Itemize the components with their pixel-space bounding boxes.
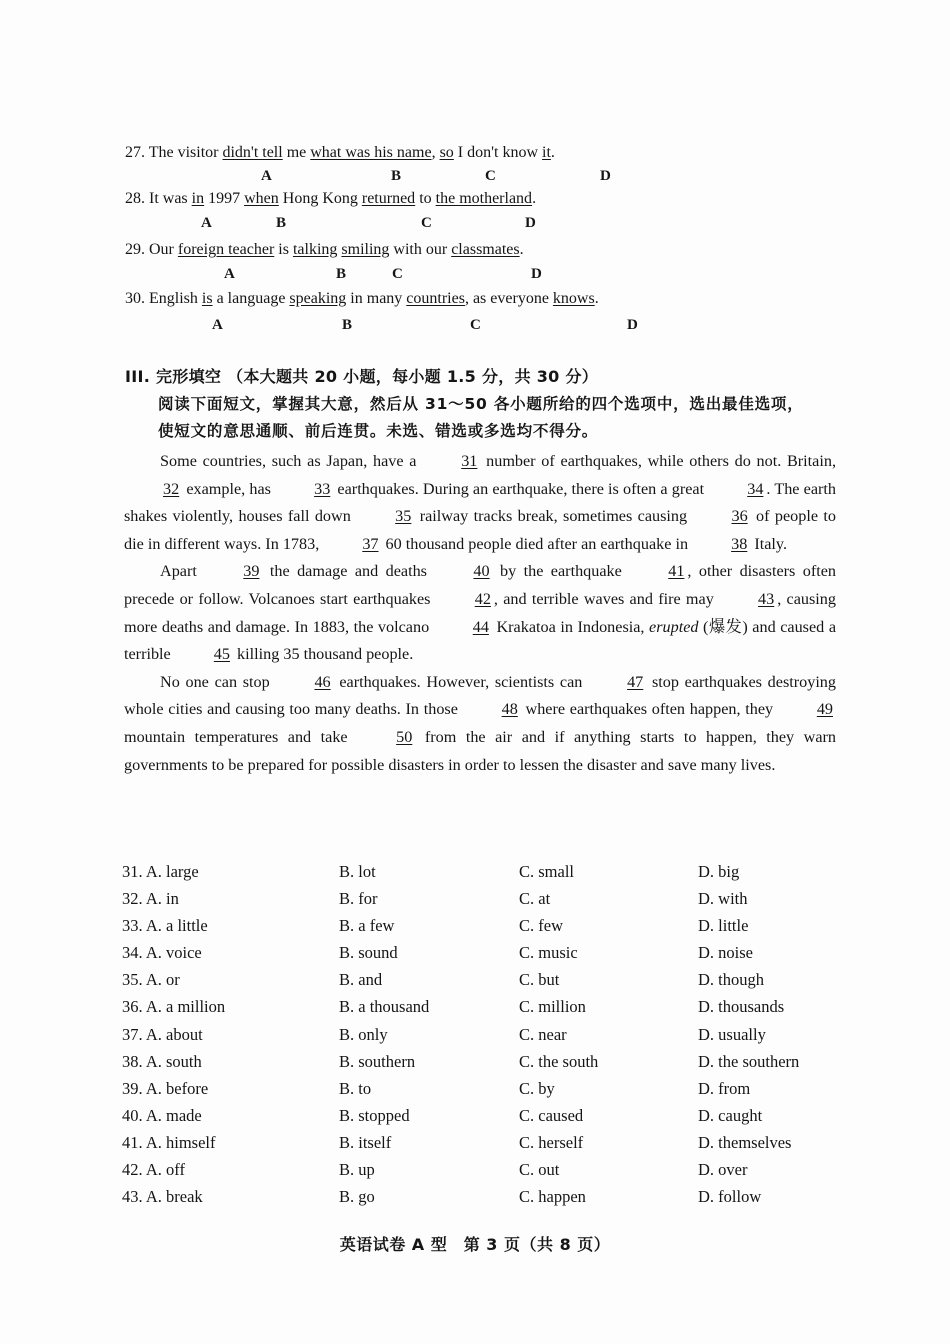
option-33-c[interactable]: C. few <box>519 916 563 936</box>
underlined-segment: foreign teacher <box>177 241 275 258</box>
text-segment: me <box>282 144 311 161</box>
option-43-d[interactable]: D. follow <box>698 1187 762 1207</box>
question-27 <box>125 143 555 163</box>
passage-text: , and terrible waves and fire may <box>493 589 720 608</box>
option-38-b[interactable]: B. southern <box>339 1051 416 1071</box>
option-38-d[interactable]: D. the southern <box>698 1051 800 1071</box>
passage-text: number of earthquakes, while others do not. Britain, <box>480 452 836 470</box>
blank-38: 38 <box>731 534 748 553</box>
blank-35: 35 <box>395 507 412 526</box>
option-35-a[interactable]: 35. A. or <box>122 970 180 990</box>
blank-47: 47 <box>627 672 644 691</box>
option-35-d[interactable]: D. though <box>698 970 764 990</box>
question-29 <box>125 240 524 260</box>
passage-text: Some countries, such as Japan, have a <box>160 452 423 470</box>
text-segment: a language <box>212 290 290 307</box>
option-35-c[interactable]: C. but <box>519 970 560 990</box>
option-40-b[interactable]: B. stopped <box>339 1105 410 1125</box>
text-segment: . <box>519 241 524 258</box>
option-36-b[interactable]: B. a thousand <box>339 997 430 1017</box>
option-34-c[interactable]: C. music <box>519 943 578 963</box>
underlined-segment: classmates <box>451 241 520 258</box>
q27-letter-a: A <box>261 168 272 184</box>
blank-44: 44 <box>472 617 489 636</box>
blank-31: 31 <box>461 452 478 470</box>
option-37-a[interactable]: 37. A. about <box>122 1024 203 1044</box>
blank-49: 49 <box>816 700 833 719</box>
cloze-passage <box>124 448 836 779</box>
section-instruction-1: 阅读下面短文，掌握其大意，然后从 31～50 各小题所给的四个选项中，选出最佳选项， <box>158 395 804 413</box>
blank-32: 32 <box>163 479 180 498</box>
text-segment: 29. Our <box>125 241 178 258</box>
underlined-segment: when <box>244 190 279 207</box>
option-39-a[interactable]: 39. A. before <box>122 1078 209 1098</box>
blank-41: 41 <box>668 562 685 581</box>
blank-39: 39 <box>243 562 260 581</box>
passage-text: from the air and if anything starts to happen, they warn governments to be prepared for possible disasters in order to lessen the disaster and save many lives. <box>124 727 836 774</box>
option-38-c[interactable]: C. the south <box>519 1051 599 1071</box>
option-42-b[interactable]: B. up <box>339 1160 375 1180</box>
q29-letter-b: B <box>336 266 347 282</box>
passage-text: No one can stop <box>160 672 276 691</box>
underlined-segment: so <box>439 144 454 161</box>
option-39-c[interactable]: C. by <box>519 1078 555 1098</box>
option-34-b[interactable]: B. sound <box>339 943 398 963</box>
option-33-a[interactable]: 33. A. a little <box>122 916 208 936</box>
option-33-d[interactable]: D. little <box>698 916 749 936</box>
q29-letter-c: C <box>392 266 403 282</box>
option-33-b[interactable]: B. a few <box>339 916 395 936</box>
text-segment: is <box>274 241 293 258</box>
section-title: III. 完形填空 （本大题共 20 小题，每小题 1.5 分，共 30 分） <box>125 367 599 386</box>
passage-text: the damage and deaths <box>262 562 435 581</box>
q27-letter-c: C <box>485 168 496 184</box>
question-30 <box>125 289 599 309</box>
option-43-c[interactable]: C. happen <box>519 1187 586 1207</box>
option-36-c[interactable]: C. million <box>519 997 586 1017</box>
passage-text: 60 thousand people died after an earthquake in <box>381 534 693 553</box>
underlined-segment: is <box>201 290 213 307</box>
option-37-d[interactable]: D. usually <box>698 1024 766 1044</box>
blank-36: 36 <box>731 507 748 526</box>
passage-text: Italy. <box>750 534 788 553</box>
text-segment: 27. The visitor <box>125 144 223 161</box>
passage-text: . The earth shakes violently, houses fall down <box>124 479 836 526</box>
underlined-segment: in <box>191 190 205 207</box>
option-41-b[interactable]: B. itself <box>339 1132 392 1152</box>
underlined-segment: what was his name <box>310 144 432 161</box>
text-segment: . <box>532 190 537 207</box>
passage-text: of people to die in different ways. In 1783, <box>124 507 836 553</box>
text-segment: . <box>594 290 599 307</box>
option-38-a[interactable]: 38. A. south <box>122 1051 202 1071</box>
blank-48: 48 <box>501 700 518 719</box>
option-32-c[interactable]: C. at <box>519 889 551 909</box>
blank-40: 40 <box>473 562 490 581</box>
blank-43: 43 <box>758 589 775 608</box>
blank-45: 45 <box>213 645 230 664</box>
q30-letter-b: B <box>342 317 353 333</box>
blank-46: 46 <box>314 672 331 691</box>
option-43-b[interactable]: B. go <box>339 1187 375 1207</box>
text-segment: I don't know <box>453 144 543 161</box>
option-40-d[interactable]: D. caught <box>698 1105 763 1125</box>
q29-letter-d: D <box>531 266 542 282</box>
underlined-segment: knows <box>552 290 595 307</box>
q28-letter-a: A <box>201 215 212 231</box>
option-39-b[interactable]: B. to <box>339 1078 372 1098</box>
passage-text: earthquakes. During an earthquake, there is often a great <box>333 479 709 498</box>
q30-letter-a: A <box>212 317 223 333</box>
option-31-d[interactable]: D. big <box>698 862 740 881</box>
passage-text: where earthquakes often happen, they <box>520 700 778 719</box>
q27-letter-b: B <box>391 168 402 184</box>
passage-paragraph <box>124 669 836 779</box>
option-43-a[interactable]: 43. A. break <box>122 1187 203 1207</box>
option-31-c[interactable]: C. small <box>519 862 575 881</box>
option-41-c[interactable]: C. herself <box>519 1132 584 1152</box>
underlined-segment: countries <box>406 290 465 307</box>
underlined-segment: returned <box>361 190 416 207</box>
passage-text: (爆发) and caused a terrible <box>124 617 836 664</box>
underlined-segment: didn't tell <box>222 144 283 161</box>
passage-text: example, has <box>182 479 276 498</box>
blank-37: 37 <box>362 534 379 553</box>
option-36-d[interactable]: D. thousands <box>698 997 785 1017</box>
italic-word: erupted <box>649 617 699 636</box>
blank-42: 42 <box>474 589 491 608</box>
text-segment: with our <box>389 241 452 258</box>
q30-letter-d: D <box>627 317 638 333</box>
option-32-b[interactable]: B. for <box>339 889 378 909</box>
passage-paragraph <box>124 558 836 668</box>
option-35-b[interactable]: B. and <box>339 970 383 990</box>
option-37-c[interactable]: C. near <box>519 1024 567 1044</box>
text-segment: 30. English <box>125 290 202 307</box>
passage-text: railway tracks break, sometimes causing <box>414 507 693 526</box>
text-segment: , <box>431 144 440 161</box>
blank-33: 33 <box>314 479 331 498</box>
passage-text: by the earthquake <box>492 562 630 581</box>
option-42-d[interactable]: D. over <box>698 1160 748 1180</box>
text-segment: 1997 <box>204 190 245 207</box>
option-39-d[interactable]: D. from <box>698 1078 751 1098</box>
option-32-d[interactable]: D. with <box>698 889 748 909</box>
option-32-a[interactable]: 32. A. in <box>122 889 179 909</box>
underlined-segment: talking <box>292 241 338 258</box>
option-36-a[interactable]: 36. A. a million <box>122 997 226 1017</box>
q28-letter-d: D <box>525 215 536 231</box>
q30-letter-c: C <box>470 317 481 333</box>
passage-text: killing 35 thousand people. <box>232 645 414 664</box>
passage-text: , other disasters often precede or follow. Volcanoes start earthquakes <box>124 562 836 608</box>
option-42-c[interactable]: C. out <box>519 1160 560 1180</box>
underlined-segment: it <box>542 144 551 161</box>
underlined-segment: speaking <box>289 290 347 307</box>
option-34-a[interactable]: 34. A. voice <box>122 943 202 963</box>
text-segment: , as everyone <box>464 290 553 307</box>
q27-letter-d: D <box>600 168 611 184</box>
option-34-d[interactable]: D. noise <box>698 943 753 963</box>
blank-34: 34 <box>747 479 764 498</box>
text-segment: 28. It was <box>125 190 192 207</box>
text-segment: . <box>550 144 555 161</box>
option-37-b[interactable]: B. only <box>339 1024 388 1044</box>
option-40-a[interactable]: 40. A. made <box>122 1105 202 1125</box>
text-segment: Hong Kong <box>278 190 362 207</box>
option-40-c[interactable]: C. caused <box>519 1105 584 1125</box>
section-instruction-2: 使短文的意思通顺、前后连贯。未选、错选或多选均不得分。 <box>158 422 599 440</box>
passage-paragraph <box>124 448 836 558</box>
passage-text: , causing more deaths and damage. In 1883, the volcano <box>124 589 836 636</box>
passage-text: Apart <box>160 562 205 581</box>
q28-letter-b: B <box>276 215 287 231</box>
q29-letter-a: A <box>224 266 235 282</box>
underlined-segment: the motherland <box>435 190 533 207</box>
passage-text: earthquakes. However, scientists can <box>333 672 589 691</box>
text-segment: to <box>415 190 436 207</box>
option-41-d[interactable]: D. themselves <box>698 1132 792 1152</box>
passage-text: stop earthquakes destroying whole cities and causing too many deaths. In those <box>124 672 836 719</box>
underlined-segment: smiling <box>341 241 390 258</box>
question-28 <box>125 189 536 209</box>
blank-50: 50 <box>396 727 413 746</box>
option-41-a[interactable]: 41. A. himself <box>122 1132 216 1152</box>
page-footer: 英语试卷 A 型 第 3 页（共 8 页） <box>339 1235 611 1254</box>
option-42-a[interactable]: 42. A. off <box>122 1160 185 1180</box>
passage-text: mountain temperatures and take <box>124 727 358 746</box>
option-31-b[interactable]: B. lot <box>339 862 376 881</box>
passage-text: Krakatoa in Indonesia, <box>491 617 650 636</box>
text-segment: in many <box>346 290 407 307</box>
option-31-a[interactable]: 31. A. large <box>122 862 199 881</box>
q28-letter-c: C <box>421 215 432 231</box>
